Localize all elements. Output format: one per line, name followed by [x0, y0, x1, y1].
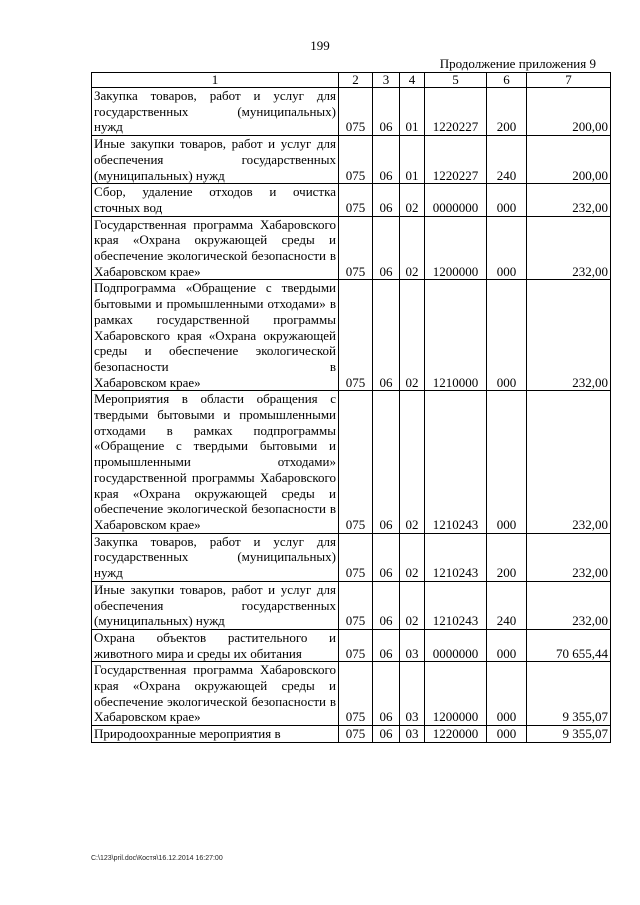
expense-type-cell: 000: [487, 391, 527, 533]
expense-type-cell: 000: [487, 726, 527, 743]
section-cell: 06: [373, 533, 400, 581]
expense-type-cell: 200: [487, 88, 527, 136]
subsection-cell: 02: [400, 581, 425, 629]
section-cell: 06: [373, 280, 400, 391]
section-cell: 06: [373, 88, 400, 136]
amount-cell: 70 655,44: [527, 629, 611, 661]
amount-cell: 232,00: [527, 533, 611, 581]
subsection-cell: 02: [400, 533, 425, 581]
table-row: [92, 136, 611, 184]
document-path-footer: C:\123\pril.doc\Костя\16.12.2014 16:27:00: [91, 855, 223, 862]
amount-cell: 232,00: [527, 184, 611, 216]
header-cell: 5: [425, 73, 487, 88]
chapter-cell: 075: [339, 280, 373, 391]
description-line: для обеспечения государственных: [94, 581, 336, 613]
description-line: Хабаровском крае»: [94, 516, 201, 532]
subsection-cell: 01: [400, 136, 425, 184]
description-line: Хабаровском крае»: [94, 374, 201, 390]
table-row: [92, 280, 611, 391]
target-article-cell: 1210000: [425, 280, 487, 391]
description-line: Сбор, удаление отходов и очистка: [94, 184, 336, 200]
subsection-cell: 02: [400, 184, 425, 216]
table-row: [92, 581, 611, 629]
description-line: государственных (муниципальных): [94, 549, 336, 565]
description-line: экологической безопасности в: [167, 248, 336, 264]
description-line: (муниципальных) нужд: [94, 613, 225, 629]
chapter-cell: 075: [339, 581, 373, 629]
table-row: [92, 88, 611, 136]
description-line: Государственная программа: [94, 216, 253, 232]
page-number: 199: [310, 38, 330, 53]
description-line: Иные закупки товаров, работ и услуг: [94, 581, 312, 597]
table-row: [92, 391, 611, 533]
expense-type-cell: 000: [487, 662, 527, 726]
amount-cell: 232,00: [527, 280, 611, 391]
description-cell: [92, 391, 339, 533]
chapter-cell: 075: [339, 629, 373, 661]
description-line: Хабаровского края «Охрана: [94, 662, 336, 694]
expense-type-cell: 240: [487, 581, 527, 629]
target-article-cell: 1210243: [425, 533, 487, 581]
description-line: государственных (муниципальных): [94, 103, 336, 119]
target-article-cell: 1200000: [425, 662, 487, 726]
description-line: окружающей среды и обеспечение: [94, 232, 336, 264]
description-line: промышленными отходами в рамках: [94, 407, 337, 438]
description-line: экологической безопасности в: [94, 343, 336, 374]
header-cell: 2: [339, 73, 373, 88]
description-cell: [92, 216, 339, 280]
expense-type-cell: 000: [487, 216, 527, 280]
table-row: [92, 629, 611, 661]
description-line: Мероприятия в области обращения с: [94, 391, 336, 407]
description-line: сточных вод: [94, 199, 163, 215]
continuation-label: Продолжение приложения 9: [439, 56, 596, 71]
subsection-cell: 01: [400, 88, 425, 136]
description-line: окружающей среды и обеспечение: [94, 485, 336, 517]
amount-cell: 9 355,07: [527, 662, 611, 726]
subsection-cell: 03: [400, 662, 425, 726]
description-line: животного мира и среды их обитания: [94, 645, 302, 661]
amount-cell: 232,00: [527, 581, 611, 629]
table-body: [92, 88, 611, 743]
description-line: нужд: [94, 119, 123, 135]
budget-table: [91, 72, 611, 743]
chapter-cell: 075: [339, 391, 373, 533]
chapter-cell: 075: [339, 533, 373, 581]
description-line: Природоохранные мероприятия в: [94, 726, 281, 742]
target-article-cell: 0000000: [425, 629, 487, 661]
chapter-cell: 075: [339, 88, 373, 136]
section-cell: 06: [373, 662, 400, 726]
description-line: Хабаровского края «Охрана: [94, 469, 336, 501]
amount-cell: 9 355,07: [527, 726, 611, 743]
target-article-cell: 1220227: [425, 136, 487, 184]
table-row: [92, 533, 611, 581]
header-row: [92, 73, 611, 88]
amount-cell: 232,00: [527, 391, 611, 533]
subsection-cell: 03: [400, 629, 425, 661]
description-line: экологической безопасности в: [167, 693, 336, 709]
table-row: [92, 184, 611, 216]
target-article-cell: 1220227: [425, 88, 487, 136]
description-cell: [92, 726, 339, 743]
header-cell: 4: [400, 73, 425, 88]
header-cell: 3: [373, 73, 400, 88]
section-cell: 06: [373, 629, 400, 661]
chapter-cell: 075: [339, 216, 373, 280]
section-cell: 06: [373, 216, 400, 280]
description-line: государственной программы: [156, 311, 336, 327]
description-line: Закупка товаров, работ и услуг для: [94, 88, 336, 103]
chapter-cell: 075: [339, 662, 373, 726]
description-cell: [92, 533, 339, 581]
description-line: окружающей среды и обеспечение: [94, 327, 336, 359]
description-cell: [92, 581, 339, 629]
description-line: (муниципальных) нужд: [94, 167, 225, 183]
section-cell: 06: [373, 391, 400, 533]
header-cell: 7: [527, 73, 611, 88]
target-article-cell: 1210243: [425, 391, 487, 533]
description-line: твердыми бытовыми и: [94, 407, 231, 423]
description-line: Государственная программа: [94, 662, 253, 678]
description-line: экологической безопасности в: [167, 501, 336, 517]
header-cell: 1: [92, 73, 339, 88]
expense-type-cell: 000: [487, 629, 527, 661]
description-line: для обеспечения государственных: [94, 136, 336, 167]
target-article-cell: 0000000: [425, 184, 487, 216]
amount-cell: 200,00: [527, 88, 611, 136]
description-line: Хабаровском крае»: [94, 709, 201, 725]
table-row: [92, 216, 611, 280]
subsection-cell: 03: [400, 726, 425, 743]
chapter-cell: 075: [339, 726, 373, 743]
target-article-cell: 1210243: [425, 581, 487, 629]
header-cell: 6: [487, 73, 527, 88]
description-line: подпрограммы «Обращение с: [94, 422, 336, 454]
section-cell: 06: [373, 136, 400, 184]
description-line: нужд: [94, 565, 123, 581]
description-line: окружающей среды и обеспечение: [94, 678, 336, 709]
table-row: [92, 726, 611, 743]
description-line: промышленными отходами» в рамках: [94, 296, 336, 327]
section-cell: 06: [373, 726, 400, 743]
description-cell: [92, 280, 339, 391]
target-article-cell: 1200000: [425, 216, 487, 280]
description-line: Закупка товаров, работ и услуг для: [94, 533, 336, 549]
description-line: Хабаровском крае»: [94, 263, 201, 279]
description-line: твердыми бытовыми и: [193, 438, 337, 454]
target-article-cell: 1220000: [425, 726, 487, 743]
description-line: государственной программы: [94, 469, 255, 485]
description-cell: [92, 136, 339, 184]
chapter-cell: 075: [339, 136, 373, 184]
expense-type-cell: 000: [487, 184, 527, 216]
section-cell: 06: [373, 184, 400, 216]
amount-cell: 200,00: [527, 136, 611, 184]
description-line: промышленными отходами»: [94, 454, 336, 470]
description-line: Подпрограмма «Обращение с: [94, 280, 272, 296]
section-cell: 06: [373, 581, 400, 629]
description-line: твердыми бытовыми и: [94, 280, 337, 312]
description-line: Хабаровского края «Охрана: [94, 216, 336, 248]
amount-cell: 232,00: [527, 216, 611, 280]
subsection-cell: 02: [400, 216, 425, 280]
description-line: Охрана объектов растительного и: [94, 629, 336, 645]
expense-type-cell: 200: [487, 533, 527, 581]
description-cell: [92, 662, 339, 726]
subsection-cell: 02: [400, 280, 425, 391]
subsection-cell: 02: [400, 391, 425, 533]
table-row: [92, 662, 611, 726]
expense-type-cell: 240: [487, 136, 527, 184]
description-cell: [92, 184, 339, 216]
description-line: Иные закупки товаров, работ и услуг: [94, 136, 312, 152]
description-cell: [92, 629, 339, 661]
description-cell: [92, 88, 339, 136]
description-line: Хабаровского края «Охрана: [94, 327, 257, 343]
chapter-cell: 075: [339, 184, 373, 216]
expense-type-cell: 000: [487, 280, 527, 391]
